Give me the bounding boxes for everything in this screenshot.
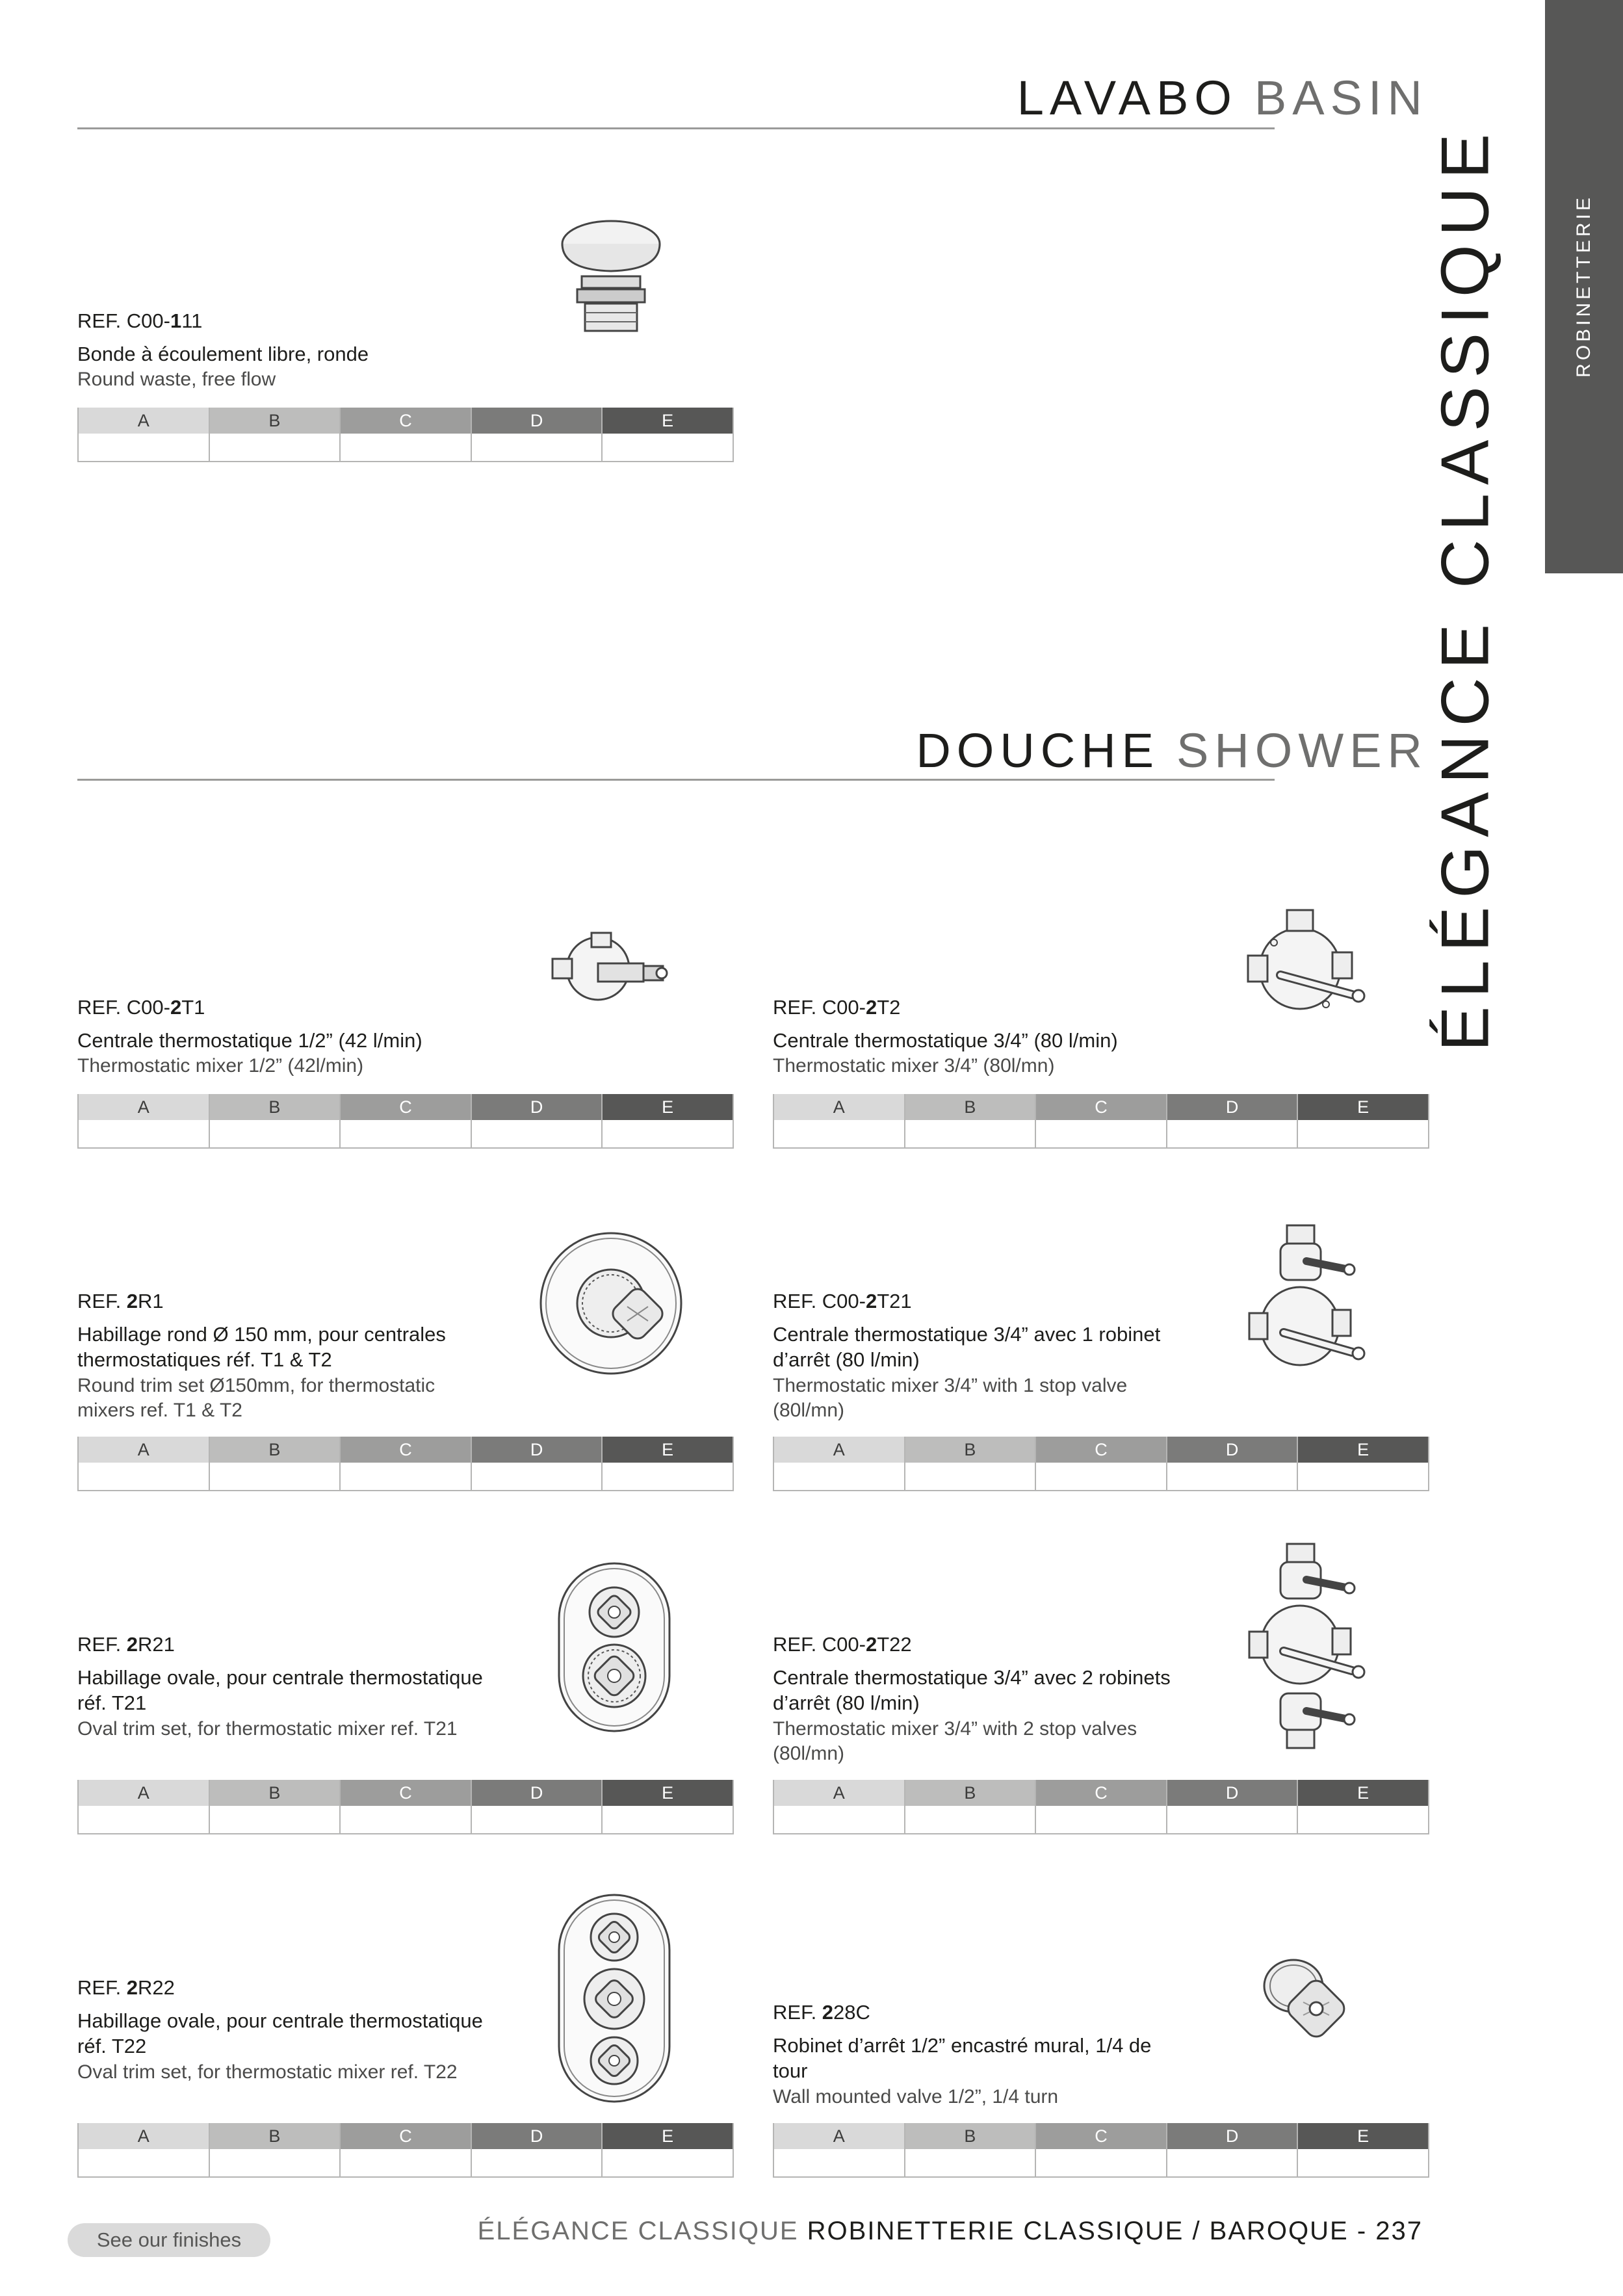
product-ref: REF. C00-2T2	[773, 996, 901, 1019]
product-desc-fr: Centrale thermostatique 1/2” (42 l/min)	[77, 1029, 422, 1052]
finish-header-b: B	[210, 1437, 340, 1463]
section-title-fr: LAVABO	[1017, 71, 1238, 125]
finish-header-b: B	[905, 1094, 1035, 1120]
product-desc-fr: Habillage rond Ø 150 mm, pour centrales thermostatiques réf. T1 & T2	[77, 1323, 446, 1371]
finish-header-d: D	[1167, 1437, 1297, 1463]
finish-header-c: C	[1036, 1094, 1166, 1120]
product-desc-en: Thermostatic mixer 3/4” with 1 stop valve (80l/mn)	[773, 1375, 1128, 1421]
product-desc-fr: Habillage ovale, pour centrale thermostatique réf. T21	[77, 1666, 483, 1714]
finish-header-c: C	[341, 2123, 471, 2149]
footer-title	[478, 2217, 1423, 2246]
finish-header-a: A	[79, 408, 209, 434]
finish-header-b: B	[210, 1094, 340, 1120]
finish-header-c: C	[1036, 2123, 1166, 2149]
wall-valve-illustration	[1258, 1950, 1362, 2048]
finish-header-e: E	[603, 1437, 733, 1463]
product-desc-fr: Centrale thermostatique 3/4” avec 2 robinets d’arrêt (80 l/min)	[773, 1666, 1171, 1714]
product-desc-fr: Centrale thermostatique 3/4” avec 1 robinet d’arrêt (80 l/min)	[773, 1323, 1161, 1371]
thermostatic-mixer-stop-valve-illustration	[1235, 1222, 1371, 1391]
finish-table	[77, 408, 734, 462]
finish-header-a: A	[79, 1094, 209, 1120]
section-title-en: BASIN	[1254, 71, 1428, 125]
finish-header-a: A	[774, 1780, 904, 1806]
finish-header-e: E	[603, 2123, 733, 2149]
finish-header-d: D	[472, 1094, 602, 1120]
finish-header-b: B	[210, 1780, 340, 1806]
product-desc-fr: Robinet d’arrêt 1/2” encastré mural, 1/4 de tour	[773, 2034, 1152, 2082]
finish-header-a: A	[79, 1437, 209, 1463]
finish-header-b: B	[905, 1437, 1035, 1463]
finish-header-e: E	[603, 408, 733, 434]
thermostatic-mixer-two-stop-valves-illustration	[1235, 1541, 1371, 1768]
product-ref: REF. 2R21	[77, 1633, 175, 1656]
footer-range-page: ROBINETTERIE CLASSIQUE / BAROQUE - 237	[807, 2217, 1423, 2245]
finish-table	[77, 2123, 734, 2178]
product-ref: REF. C00-2T22	[773, 1633, 912, 1656]
collection-vertical-title: ÉLÉGANCE CLASSIQUE	[1427, 125, 1503, 1052]
finish-header-a: A	[774, 1094, 904, 1120]
finish-header-e: E	[1298, 1094, 1428, 1120]
footer-collection: ÉLÉGANCE CLASSIQUE	[477, 2217, 799, 2245]
finish-header-d: D	[1167, 2123, 1297, 2149]
finish-header-b: B	[210, 2123, 340, 2149]
finish-header-c: C	[341, 1094, 471, 1120]
product-desc-en: Thermostatic mixer 3/4” with 2 stop valves (80l/mn)	[773, 1718, 1137, 1764]
finish-header-b: B	[210, 408, 340, 434]
product-ref: REF. C00-2T21	[773, 1290, 912, 1312]
finish-header-d: D	[472, 2123, 602, 2149]
finish-table	[77, 1437, 734, 1491]
product-ref: REF. C00-2T1	[77, 996, 205, 1019]
finish-header-a: A	[79, 1780, 209, 1806]
finish-table	[773, 2123, 1429, 2178]
product-desc-en: Round trim set Ø150mm, for thermostatic mixers ref. T1 & T2	[77, 1375, 435, 1421]
section-title-en: SHOWER	[1176, 724, 1428, 777]
finish-header-e: E	[1298, 2123, 1428, 2149]
product-desc-en: Round waste, free flow	[77, 369, 276, 390]
section-rule	[77, 779, 1275, 781]
finish-header-d: D	[472, 1437, 602, 1463]
product-desc-fr: Bonde à écoulement libre, ronde	[77, 343, 369, 365]
section-title-fr: DOUCHE	[916, 724, 1160, 777]
finish-header-d: D	[1167, 1094, 1297, 1120]
section-title-douche	[916, 723, 1428, 778]
finish-header-c: C	[1036, 1437, 1166, 1463]
side-tab-label: ROBINETTERIE	[1573, 194, 1594, 378]
finish-header-a: A	[774, 1437, 904, 1463]
finish-table	[773, 1780, 1429, 1834]
finish-header-d: D	[472, 408, 602, 434]
section-rule	[77, 127, 1275, 129]
product-ref: REF. C00-111	[77, 309, 203, 332]
see-finishes-button[interactable]: See our finishes	[68, 2223, 270, 2257]
product-desc-fr: Habillage ovale, pour centrale thermostatique réf. T22	[77, 2009, 483, 2057]
product-ref: REF. 2R1	[77, 1290, 164, 1312]
finish-header-c: C	[1036, 1780, 1166, 1806]
finish-header-c: C	[341, 408, 471, 434]
finish-header-b: B	[905, 2123, 1035, 2149]
finish-header-c: C	[341, 1780, 471, 1806]
product-desc-en: Thermostatic mixer 1/2” (42l/min)	[77, 1055, 364, 1076]
oval-trim-illustration	[556, 1560, 679, 1736]
product-desc-en: Oval trim set, for thermostatic mixer ref. T21	[77, 1718, 458, 1740]
finish-header-d: D	[472, 1780, 602, 1806]
finish-header-e: E	[1298, 1437, 1428, 1463]
section-title-lavabo	[1017, 70, 1428, 125]
finish-header-a: A	[774, 2123, 904, 2149]
finish-header-b: B	[905, 1780, 1035, 1806]
finish-table	[77, 1094, 734, 1149]
finish-header-d: D	[1167, 1780, 1297, 1806]
product-desc-en: Thermostatic mixer 3/4” (80l/mn)	[773, 1055, 1055, 1076]
product-desc-en: Oval trim set, for thermostatic mixer ref. T22	[77, 2061, 458, 2083]
thermostatic-mixer-illustration	[546, 923, 676, 1021]
finish-header-c: C	[341, 1437, 471, 1463]
finish-header-e: E	[1298, 1780, 1428, 1806]
finish-header-e: E	[603, 1094, 733, 1120]
oval-trim-illustration	[556, 1892, 679, 2106]
finish-header-e: E	[603, 1780, 733, 1806]
product-desc-en: Wall mounted valve 1/2”, 1/4 turn	[773, 2086, 1059, 2107]
round-trim-illustration	[536, 1229, 686, 1378]
finish-table	[773, 1437, 1429, 1491]
thermostatic-mixer-illustration	[1235, 904, 1371, 1034]
finish-header-a: A	[79, 2123, 209, 2149]
product-ref: REF. 2R22	[77, 1976, 175, 1999]
product-desc-fr: Centrale thermostatique 3/4” (80 l/min)	[773, 1029, 1118, 1052]
product-ref: REF. 228C	[773, 2001, 870, 2024]
round-waste-illustration	[552, 218, 669, 341]
finish-table	[773, 1094, 1429, 1149]
finish-table	[77, 1780, 734, 1834]
